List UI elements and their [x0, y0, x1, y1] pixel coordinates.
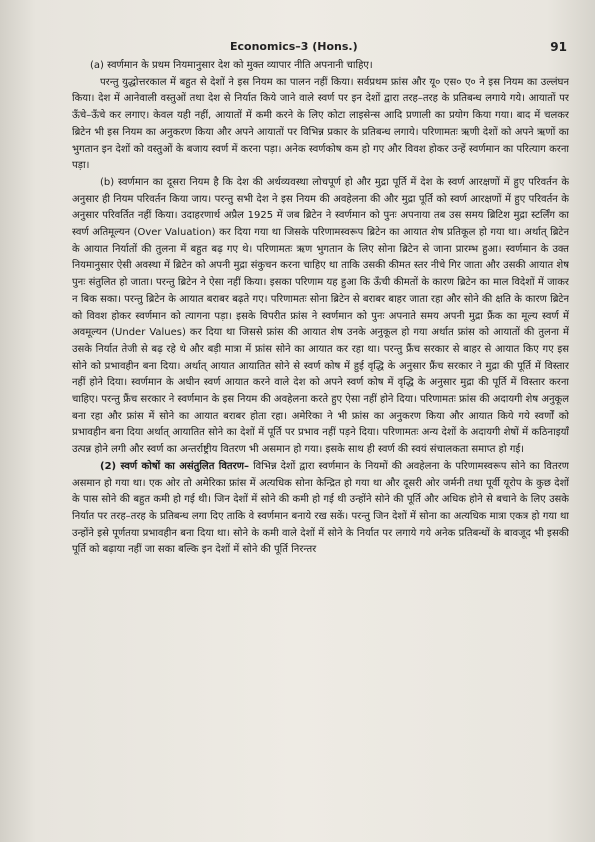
running-title: Economics–3 (Hons.): [230, 40, 358, 53]
paragraph-unbalanced-distribution: [72, 459, 569, 559]
paragraph-rule-a: (a) स्वर्णमान के प्रथम नियमानुसार देश को मुक्त व्यापार नीति अपनानी चाहिए।: [90, 60, 373, 71]
section-heading: (2) स्वर्ण कोषों का असंतुलित वितरण–: [100, 460, 249, 472]
paragraph-rule-a-explanation: परन्तु युद्धोत्तरकाल में बहुत से देशों ने इस नियम का पालन नहीं किया। सर्वप्रथम फ्रांस और यू० एस० ए० ने इस नियम का उल्लंघन किया। देश में आनेवाली वस्तुओं तथा देश से निर्यात किये जाने वाले स्वर्ण पर इन देशों द्वारा तरह–तरह के प्रतिबन्ध लगाये गये। आयातों पर ऊँचे–ऊँचे कर लगाए। केवल यही नहीं, आयातों में कमी करने के लिए कोटा लाइसेन्स आदि प्रणाली का प्रयोग किया गया। बाद में चलकर ब्रिटेन भी इस नियम का अनुकरण किया और अपने आयातों पर विभिन्न प्रकार के प्रतिबन्ध लगाये। परिणामतः ऋणी देशों को अपने ऋणों का भुगतान इन देशों को वस्तुओं के बजाय स्वर्ण में करना पड़ा। अनेक स्वर्णकोष कम हो गए और विवश होकर उन्हें स्वर्णमान का परित्याग करना पड़ा।: [72, 76, 569, 172]
paragraph-rule-b: (b) स्वर्णमान का दूसरा नियम है कि देश की अर्थव्यवस्था लोचपूर्ण हो और मुद्रा पूर्ति में देश के स्वर्ण आरक्षणों में हुए परिवर्तन के अनुसार ही नियम परिवर्तन किया जाय। परन्तु सभी देश ने इस नियम की अवहेलना की और मुद्रा पूर्ति को स्वर्ण आरक्षणों में हुए परिवर्तन के अनुसार परिवर्तित नहीं किया। उदाहरणार्थ अप्रैल 1925 में जब ब्रिटेन ने स्वर्णमान को पुनः अपनाया तब उस समय ब्रिटिश मुद्रा स्टर्लिंग का स्वर्ण अतिमूल्यन (Over Valuation) कर दिया गया था जिसके परिणामस्वरूप ब्रिटेन का आयात शेष प्रतिकूल हो गया था। अर्थात् ब्रिटेन के आयात निर्यातों की तुलना में बहुत बढ़ गए थे। परिणामतः ऋण भुगतान के लिए सोना ब्रिटेन से जाना प्रारम्भ हुआ। स्वर्णमान के उक्त नियमानुसार ऐसी अवस्था में ब्रिटेन को अपनी मुद्रा संकुचन करना चाहिए था ताकि उसकी कीमत स्तर नीचे गिर जाता और उसकी आयात शेष पुनः संतुलित हो जाता। परन्तु ब्रिटेन ने ऐसा नहीं किया। इसका परिणाम यह हुआ कि ऊँची कीमतों के कारण ब्रिटेन का माल विदेशों में जाकर न बिक सका। परन्तु ब्रिटेन के आयात बराबर बढ़ते गए। परिणामतः सोना ब्रिटेन से बराबर बाहर जाता रहा और सोने की क्षति के कारण ब्रिटेन को विवश होकर स्वर्णमान को त्यागना पड़ा। इसके विपरीत फ्रांस ने स्वर्णमान को पुनः अपनाते समय अपनी मुद्रा फ्रैंक का मूल्य स्वर्ण में अवमूल्यन (Under Values) कर दिया था जिससे फ्रांस की आयात शेष उनके अनुकूल हो गया अर्थात फ्रांस को आयातों की तुलना में उसके निर्यात तेजी से बढ़ रहे थे और बड़ी मात्रा में फ्रांस सोने का आयात कर रहा था। परन्तु फ्रैंच सरकार से बाहर से आयात किए गए इस सोने को प्रभावहीन बना दिया। अर्थात् आयात आयातित सोने से स्वर्ण कोष में हुई वृद्धि के अनुसार फ्रैंच सरकार ने मुद्रा की पूर्ति में विस्तार नहीं होने दिया। स्वर्णमान के अधीन स्वर्ण आयात करने वाले देश को अपने स्वर्ण कोष में वृद्धि के अनुसार मुद्रा की पूर्ति में विस्तार करना चाहिए। परन्तु फ्रैंच सरकार ने स्वर्णमान के इस नियम की अवहेलना करते हुए ऐसा नहीं होने दिया। परिणामतः फ्रांस की अदायगी शेष अनुकूल बना रहा और फ्रांस में सोने का आयात बराबर होता रहा। अमेरिका ने भी फ्रांस का अनुकरण किया और आयात किये गये स्वर्णों को प्रभावहीन बना दिया अर्थात् आयातित सोने का देशों में पूर्ति पर प्रभाव नहीं पड़ने दिया। परिणामतः अन्य देशों के अदायगी शेषों में कठिनाइयाँ उत्पन्न होने लगी और स्वर्ण का अन्तर्राष्ट्रीय वितरण भी असमान हो गया। इसके साथ ही स्वर्ण की स्वयं संचालकता समाप्त हो गई।: [72, 176, 569, 456]
section-body: विभिन्न देशों द्वारा स्वर्णमान के नियमों की अवहेलना के परिणामस्वरूप सोने का वितरण असमान हो गया था। एक ओर तो अमेरिका फ्रांस में अत्यधिक सोना केन्द्रित हो गया था और दूसरी ओर जर्मनी तथा पूर्वी यूरोप के कुछ देशों के पास सोने की बहुत कमी हो गई थी। जिन देशों में सोने की कमी हो गई थी उन्होंने सोने की पूर्ति और अधिक होने से बचाने के लिए उसके निर्यात पर तरह–तरह के प्रतिबन्ध लगा दिए ताकि वे स्वर्णमान बनाये रख सकें। परन्तु जिन देशों में सोना का अत्यधिक मात्रा एकत्र हो गया था उन्होंने इसे पूर्णतया प्रभावहीन बना दिया था। सोने के कमी वाले देशों में सोने के निर्यात पर लगाये गये अनेक प्रतिबन्धों के बावजूद भी इसकी पूर्ति को बढ़ाया नहीं जा सका बल्कि इन देशों में सोने की पूर्ति निरन्तर: [72, 460, 569, 556]
body-text: [72, 58, 569, 828]
page-number: 91: [550, 40, 567, 54]
page-header: [60, 40, 573, 58]
